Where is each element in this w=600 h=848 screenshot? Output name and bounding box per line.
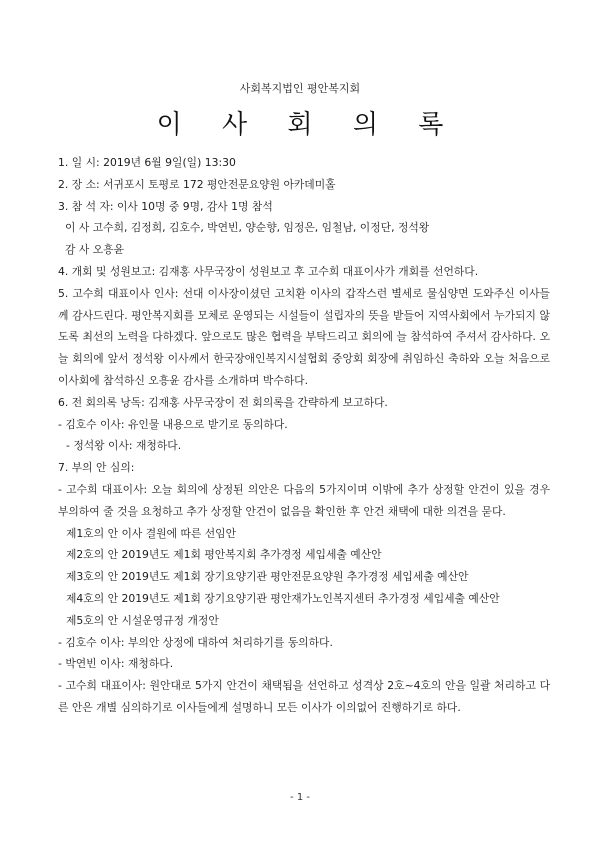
motion-line-2: - 김호수 이사: 부의안 상정에 대하여 처리하기를 동의하다. xyxy=(58,635,333,649)
item-date: 1. 일 시: 2019년 6월 9일(일) 13:30 xyxy=(58,156,236,169)
motion-line: - 김호수 이사: 유인물 내용으로 받기로 동의하다. xyxy=(58,417,288,431)
item-attendees: 3. 참 석 자: 이사 10명 중 9명, 감사 1명 참석 xyxy=(58,199,273,213)
agenda-item-1: 제1호의 안 이사 결원에 따른 선임안 xyxy=(66,526,237,540)
attendees-directors: 이 사 고수희, 김정희, 김호수, 박연빈, 양순향, 임정은, 임철남, 이정단, 정석왕 xyxy=(65,221,430,235)
item-place: 2. 장 소: 서귀포시 토평로 172 평안전문요양원 아카데미홀 xyxy=(58,177,336,191)
agenda-item-5: 제5호의 안 시설운영규정 개정안 xyxy=(66,613,219,627)
item-greeting: 5. 고수희 대표이사 인사: 선대 이사장이셨던 고치환 이사의 갑작스런 별세로 물심양면 도와주신 이사들께 감사드린다. 평안복지회를 모체로 운영되는 시설들이 설립자의 뜻을 받들어 지역사회에서 누가되지 않도록 최선의 노력을 다하겠다. 앞으로도 많은 협력을 부탁드리고 회의에 늘 참석하여 주셔서 감사하다. 오늘 회의에 앞서 정석왕 이사께서 한국장애인복지시설협회 중앙회 회장에 취임하신 축하와 오늘 처음으로 이사회에 참석하신 오흥윤 감사를 소개하며 박수하다. xyxy=(58,286,550,387)
document-title: 이 사 회 의 록 xyxy=(156,110,460,140)
second-line: - 정석왕 이사: 재청하다. xyxy=(66,439,182,453)
second-line-2: - 박연빈 이사: 재청하다. xyxy=(58,657,174,671)
page-number: - 1 - xyxy=(290,792,310,803)
agenda-item-3: 제3호의 안 2019년도 제1회 장기요양기관 평안전문요양원 추가경정 세입세출 예산안 xyxy=(66,570,469,584)
chair-declaration: - 고수희 대표이사: 원안대로 5가지 안건이 채택됨을 선언하고 성격상 2호~4호의 안을 일괄 처리하고 다른 안은 개별 심의하기로 이사들에게 설명하니 모든 이사가 이의없어 진행하기로 하다. xyxy=(58,679,550,714)
minutes-body xyxy=(58,152,550,719)
chair-statement: - 고수희 대표이사: 오늘 회의에 상정된 의안은 다음의 5가지이며 이밖에 추가 상정할 안건이 있을 경우 부의하여 줄 것을 요청하고 추가 상정할 안건이 없음을 확인한 후 안건 채택에 대한 의견을 묻다. xyxy=(58,482,550,518)
agenda-item-2: 제2호의 안 2019년도 제1회 평안복지회 추가경정 세입세출 예산안 xyxy=(66,548,382,562)
item-previous-minutes: 6. 전 회의록 낭독: 김재홍 사무국장이 전 회의록을 간략하게 보고하다. xyxy=(58,395,388,409)
item-opening: 4. 개회 및 성원보고: 김재홍 사무국장이 성원보고 후 고수희 대표이사가 개회를 선언하다. xyxy=(58,264,479,278)
agenda-item-4: 제4호의 안 2019년도 제1회 장기요양기관 평안재가노인복지센터 추가경정 세입세출 예산안 xyxy=(66,591,500,605)
attendees-auditor: 감 사 오흥윤 xyxy=(65,243,125,257)
organization-name: 사회복지법인 평안복지회 xyxy=(239,82,361,95)
item-agenda: 7. 부의 안 심의: xyxy=(58,461,135,475)
